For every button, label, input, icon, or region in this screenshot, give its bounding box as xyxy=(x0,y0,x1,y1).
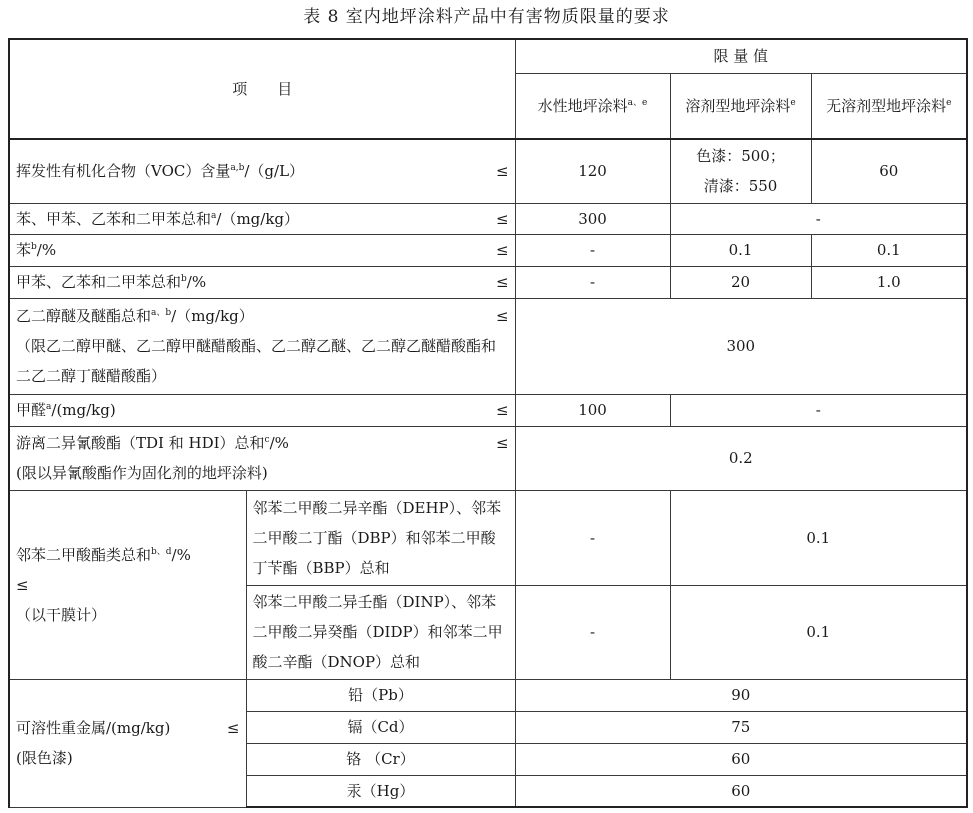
btx-water: 300 xyxy=(515,203,670,234)
tdi-value: 0.2 xyxy=(515,426,967,490)
tx-label: 甲苯、乙苯和二甲苯总和$^b$/% ≤ xyxy=(9,266,515,298)
phthalate-sub1-value: 0.1 xyxy=(670,490,967,585)
metal-value: 75 xyxy=(515,711,967,743)
phthalate-sub2: 邻苯二甲酸二异壬酯（DINP）、邻苯二甲酸二异癸酯（DIDP）和邻苯二甲酸二辛酯（DNOP）总和 xyxy=(246,585,515,679)
btx-label: 苯、甲苯、乙苯和二甲苯总和$^a$/（mg/kg） ≤ xyxy=(9,203,515,234)
phthalate-label: 邻苯二甲酸酯类总和$^{b、d}$/% ≤ （以干膜计） xyxy=(9,490,246,679)
glycol-note: （限乙二醇甲醚、乙二醇甲醚醋酸酯、乙二醇乙醚、乙二醇乙醚醋酸酯和二乙二醇丁醚醋酸酯） xyxy=(16,337,497,385)
header-item: 项 目 xyxy=(9,39,515,139)
metal-value: 90 xyxy=(515,679,967,711)
btx-rest: - xyxy=(670,203,967,234)
glycol-label: 乙二醇醚及醚酯总和$^{a、b}$/（mg/kg） ≤ （限乙二醇甲醚、乙二醇甲醚醋酸酯、乙二醇乙醚、乙二醇乙醚醋酸酯和二乙二醇丁醚醋酸酯） xyxy=(9,298,515,394)
formaldehyde-label: 甲醛$^a$/(mg/kg) ≤ xyxy=(9,394,515,426)
tx-solventless: 1.0 xyxy=(811,266,967,298)
metal-name: 铅（Pb） xyxy=(246,679,515,711)
phthalate-sub2-water: - xyxy=(515,585,670,679)
tdi-label: 游离二异氰酸酯（TDI 和 HDI）总和$^c$/% ≤ (限以异氰酸酯作为固化剂的地坪涂料) xyxy=(9,426,515,490)
row-metal-pb xyxy=(9,679,967,711)
voc-label: 挥发性有机化合物（VOC）含量$^{a,b}$/（g/L） ≤ xyxy=(9,139,515,203)
benzene-solventless: 0.1 xyxy=(811,234,967,266)
tx-water: - xyxy=(515,266,670,298)
limits-table xyxy=(8,38,968,808)
glycol-value: 300 xyxy=(515,298,967,394)
row-benzene xyxy=(9,234,967,266)
benzene-water: - xyxy=(515,234,670,266)
row-tx xyxy=(9,266,967,298)
tx-solvent: 20 xyxy=(670,266,811,298)
phthalate-note: （以干膜计） xyxy=(16,605,107,624)
metal-value: 60 xyxy=(515,775,967,807)
header-solventless: 无溶剂型地坪涂料$^e$ xyxy=(811,73,967,139)
formaldehyde-rest: - xyxy=(670,394,967,426)
metal-value: 60 xyxy=(515,743,967,775)
phthalate-sub1: 邻苯二甲酸二异辛酯（DEHP）、邻苯二甲酸二丁酯（DBP）和邻苯二甲酸丁苄酯（BBP）总和 xyxy=(246,490,515,585)
header-row-1 xyxy=(9,39,967,73)
row-btx xyxy=(9,203,967,234)
table-title: 表 8 室内地坪涂料产品中有害物质限量的要求 xyxy=(303,7,670,27)
row-formaldehyde xyxy=(9,394,967,426)
phthalate-sub1-water: - xyxy=(515,490,670,585)
header-solvent: 溶剂型地坪涂料$^e$ xyxy=(670,73,811,139)
row-voc xyxy=(9,139,967,203)
metals-note: (限色漆) xyxy=(16,749,73,767)
metal-name: 铬 （Cr） xyxy=(246,743,515,775)
row-tdi xyxy=(9,426,967,490)
header-water: 水性地坪涂料$^{a、e}$ xyxy=(515,73,670,139)
benzene-solvent: 0.1 xyxy=(670,234,811,266)
header-limit: 限 量 值 xyxy=(515,39,967,73)
formaldehyde-water: 100 xyxy=(515,394,670,426)
voc-water: 120 xyxy=(515,139,670,203)
metals-label: 可溶性重金属/(mg/kg) ≤ (限色漆) xyxy=(9,679,246,807)
row-phthalate-1 xyxy=(9,490,967,585)
benzene-label: 苯$^b$/% ≤ xyxy=(9,234,515,266)
voc-solventless: 60 xyxy=(811,139,967,203)
metal-name: 汞（Hg） xyxy=(246,775,515,807)
voc-solvent: 色漆：500； 清漆：550 xyxy=(670,139,811,203)
tdi-note: (限以异氰酸酯作为固化剂的地坪涂料) xyxy=(16,464,268,482)
phthalate-sub2-value: 0.1 xyxy=(670,585,967,679)
row-glycol xyxy=(9,298,967,394)
metal-name: 镉（Cd） xyxy=(246,711,515,743)
